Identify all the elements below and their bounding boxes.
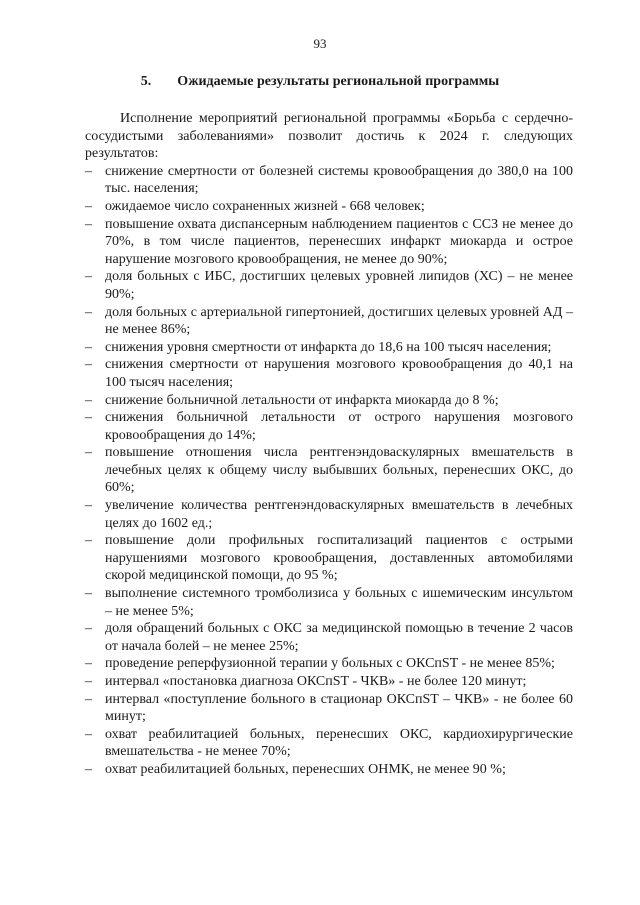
bullet-dash: –: [85, 410, 92, 426]
list-item: [85, 304, 573, 339]
bullet-dash: –: [85, 339, 92, 355]
section-heading: [0, 74, 640, 90]
bullet-dash: –: [85, 533, 92, 549]
bullet-dash: –: [85, 198, 92, 214]
list-item: [85, 163, 573, 198]
list-item: [85, 339, 573, 357]
list-item-text: повышение доли профильных госпитализаций пациентов с острыми нарушениями мозгового кровообращения, доставленных автомобилями скорой медицинской помощи, до 95 %;: [105, 533, 573, 584]
list-item-text: ожидаемое число сохраненных жизней - 668 человек;: [105, 198, 425, 214]
list-item: [85, 444, 573, 497]
list-item: [85, 409, 573, 444]
bullet-dash: –: [85, 674, 92, 689]
list-item: [85, 620, 573, 655]
bullet-dash: –: [85, 656, 92, 672]
bullet-dash: –: [85, 392, 92, 408]
bullet-dash: –: [85, 586, 92, 602]
list-item-text: интервал «поступление больного в стационар ОКСпST – ЧКВ» - не более 60 минут;: [105, 691, 573, 725]
bullet-dash: –: [85, 163, 92, 179]
list-item: [85, 761, 573, 779]
intro-paragraph: Исполнение мероприятий региональной программы «Борьба с сердечно-сосудистыми заболеваниями» позволит достичь к 2024 г. следующих результатов:: [85, 111, 573, 162]
list-item-text: доля обращений больных с ОКС за медицинской помощью в течение 2 часов от начала болей – не менее 25%;: [105, 621, 573, 654]
bullet-dash: –: [85, 691, 92, 707]
bullet-dash: –: [85, 445, 92, 461]
list-item-text: снижение смертности от болезней системы кровообращения до 380,0 на 100 тыс. населения;: [105, 163, 573, 197]
list-item-text: снижения уровня смертности от инфаркта до 18,6 на 100 тысяч населения;: [105, 339, 552, 355]
bullet-dash: –: [85, 269, 92, 285]
list-item-text: доля больных с артериальной гипертонией, достигших целевых уровней АД – не менее 86%;: [105, 304, 573, 338]
bullet-dash: –: [85, 357, 92, 373]
results-list: [85, 163, 573, 779]
list-item-text: повышение охвата диспансерным наблюдением пациентов с ССЗ не менее до 70%, в том числе пациентов, перенесших инфаркт миокарда и острое нарушение мозгового кровообращения, не менее до 90%;: [105, 216, 573, 267]
list-item: [85, 198, 573, 216]
list-item: [85, 655, 573, 673]
list-item-text: охват реабилитацией больных, перенесших ОКС, кардиохирургические вмешательства - не менее 70%;: [105, 726, 573, 760]
list-item-text: интервал «постановка диагноза ОКСпST - ЧКВ» - не более 120 минут;: [105, 674, 527, 689]
bullet-dash: –: [85, 498, 92, 514]
page-number: 93: [313, 36, 327, 51]
list-item: [85, 216, 573, 269]
list-item-text: охват реабилитацией больных, перенесших ОНМК, не менее 90 %;: [105, 761, 506, 777]
list-item-text: повышение отношения числа рентгенэндоваскулярных вмешательств в лечебных целях к общему числу выбывших больных, перенесших ОКС, до 60%;: [105, 445, 573, 496]
list-item: [85, 268, 573, 303]
list-item: [85, 392, 573, 410]
list-item-text: снижения смертности от нарушения мозгового кровообращения до 40,1 на 100 тысяч населения;: [105, 357, 573, 390]
list-item-text: выполнение системного тромболизиса у больных с ишемическим инсультом – не менее 5%;: [105, 586, 573, 619]
list-item-text: увеличение количества рентгенэндоваскулярных вмешательств в лечебных целях до 1602 ед.;: [105, 498, 573, 531]
list-item-text: доля больных с ИБС, достигших целевых уровней липидов (ХС) – не менее 90%;: [105, 269, 573, 302]
bullet-dash: –: [85, 216, 92, 232]
list-item: [85, 532, 573, 585]
list-item: [85, 356, 573, 391]
section-number: 5.: [140, 74, 152, 89]
list-item: [85, 673, 573, 691]
bullet-dash: –: [85, 726, 92, 742]
section-title: Ожидаемые результаты региональной программы: [177, 74, 500, 89]
list-item: [85, 585, 573, 620]
list-item: [85, 691, 573, 726]
list-item: [85, 726, 573, 761]
list-item-text: снижение больничной летальности от инфаркта миокарда до 8 %;: [105, 392, 499, 408]
list-item: [85, 497, 573, 532]
section-body: [85, 110, 573, 779]
bullet-dash: –: [85, 761, 92, 777]
bullet-dash: –: [85, 621, 92, 637]
list-item-text: снижения больничной летальности от острого нарушения мозгового кровообращения до 14%;: [105, 410, 573, 443]
list-item-text: проведение реперфузионной терапии у больных с ОКСпST - не менее 85%;: [105, 656, 555, 672]
bullet-dash: –: [85, 304, 92, 320]
